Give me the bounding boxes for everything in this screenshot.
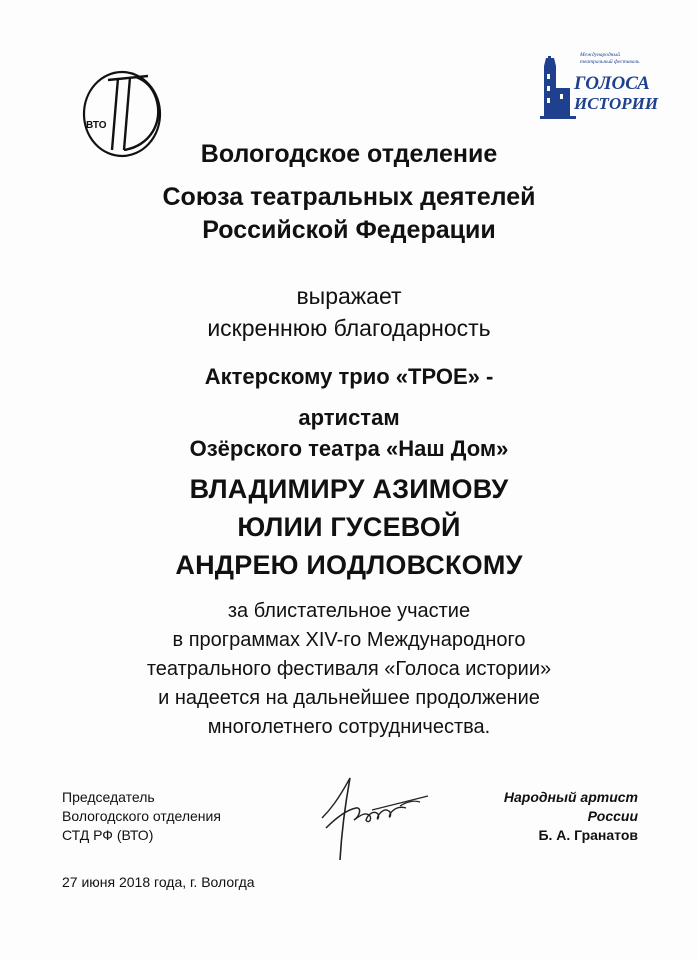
signatory-title: России xyxy=(587,808,638,824)
recipient-line: Актерскому трио «ТРОЕ» - xyxy=(204,364,494,389)
signatory-position xyxy=(62,788,221,845)
organization-line: Союза театральных деятелей xyxy=(162,183,536,211)
organization-line: Российской Федерации xyxy=(202,216,496,244)
vto-logo-text: ВТО xyxy=(86,120,107,131)
expression-line: искреннюю благодарность xyxy=(207,315,491,341)
recipient-name: АНДРЕЮ ИОДЛОВСКОМУ xyxy=(175,550,523,580)
body-line: в программах XIV-го Международного xyxy=(172,629,526,651)
signatory-name: Б. А. Гранатов xyxy=(538,827,638,843)
festival-logo-title-1: ГОЛОСА xyxy=(574,73,650,94)
recipient-subheading xyxy=(0,402,698,464)
signatory-name-block xyxy=(504,788,638,845)
body-line: за блистательное участие xyxy=(227,600,471,622)
organization-line: Вологодское отделение xyxy=(200,140,498,168)
body-line: и надеется на дальнейшее продолжение xyxy=(158,687,540,709)
signatory-position-line: Председатель xyxy=(62,789,155,805)
organization-heading xyxy=(0,140,698,169)
handwritten-signature xyxy=(316,770,436,865)
organization-subheading xyxy=(0,181,698,247)
signatory-title: Народный артист xyxy=(503,789,638,805)
recipient-name: ЮЛИИ ГУСЕВОЙ xyxy=(237,512,461,542)
expression-line: выражает xyxy=(296,283,402,309)
signatory-position-line: Вологодского отделения xyxy=(62,808,221,824)
body-text xyxy=(0,597,698,742)
expression-block xyxy=(0,280,698,344)
issue-date: 27 июня 2018 года, г. Вологда xyxy=(62,874,255,890)
recipient-line: артистам xyxy=(298,405,400,430)
recipient-name: ВЛАДИМИРУ АЗИМОВУ xyxy=(189,474,509,504)
recipient-line: Озёрского театра «Наш Дом» xyxy=(189,436,509,461)
recipient-names xyxy=(0,470,698,584)
body-line: многолетнего сотрудничества. xyxy=(207,716,491,738)
recipient-heading xyxy=(0,364,698,390)
signatory-position-line: СТД РФ (ВТО) xyxy=(62,827,154,843)
festival-logo-subtitle: Международный театральный фестиваль xyxy=(580,52,640,65)
body-line: театрального фестиваля «Голоса истории» xyxy=(146,658,552,680)
festival-logo-title-2: ИСТОРИИ xyxy=(574,94,659,113)
